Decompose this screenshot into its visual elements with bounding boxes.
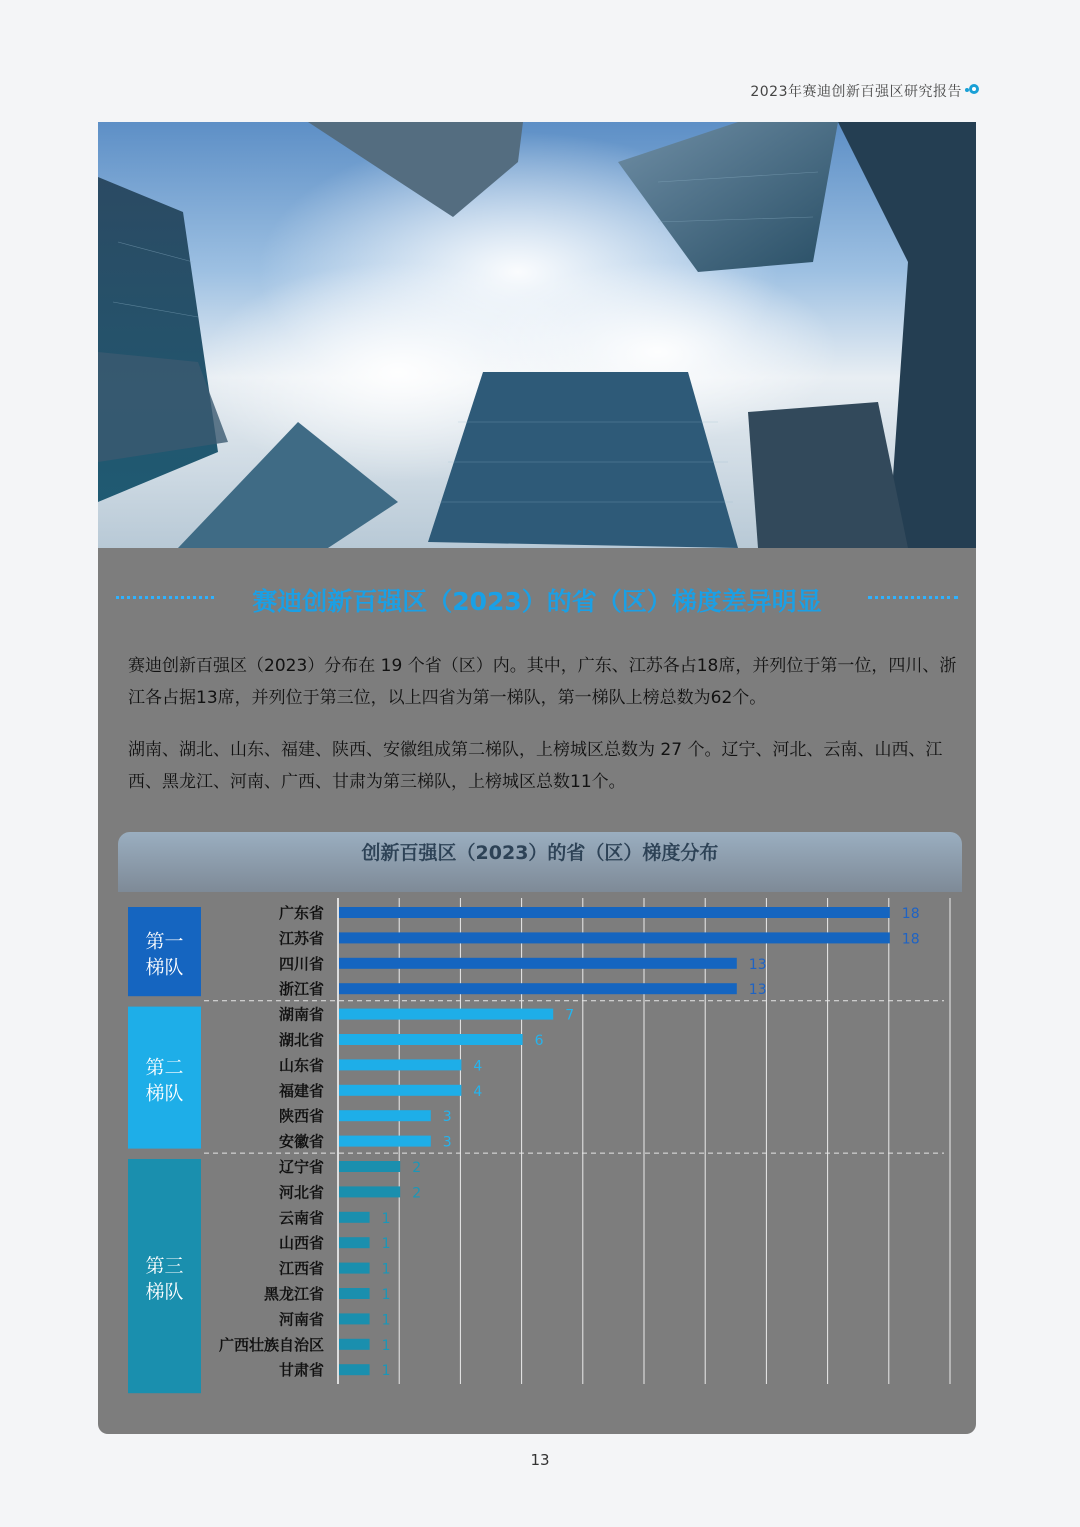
category-label: 河南省 — [278, 1310, 324, 1329]
value-label: 18 — [901, 931, 920, 948]
bar — [339, 1364, 370, 1375]
value-label: 3 — [442, 1109, 452, 1126]
report-header-title: 2023年赛迪创新百强区研究报告 — [750, 84, 962, 100]
bar — [339, 1136, 431, 1147]
value-label: 1 — [381, 1312, 391, 1329]
tier-label-line2: 梯队 — [145, 1082, 184, 1105]
category-label: 陕西省 — [278, 1107, 324, 1126]
bar — [339, 1186, 400, 1197]
paragraph-tier1: 赛迪创新百强区（2023）分布在 19 个省（区）内。其中，广东、江苏各占18席，并列位于第一位，四川、浙江各占据13席，并列位于第三位，以上四省为第一梯队，第一梯队上榜总数为62个。 — [128, 656, 957, 708]
bar — [339, 1110, 431, 1121]
value-label: 1 — [381, 1261, 391, 1278]
tier-label-line2: 梯队 — [145, 1281, 184, 1304]
bar — [339, 1212, 370, 1223]
value-label: 1 — [381, 1236, 391, 1253]
bar — [339, 1339, 370, 1350]
value-label: 1 — [381, 1287, 391, 1303]
bar — [339, 1288, 370, 1299]
bar — [339, 1263, 370, 1274]
section-title: 赛迪创新百强区（2023）的省（区）梯度差异明显 — [252, 587, 822, 616]
category-label: 广东省 — [278, 904, 324, 922]
category-label: 云南省 — [278, 1208, 324, 1227]
tier-distribution-chart — [118, 832, 962, 1420]
category-label: 湖北省 — [278, 1031, 324, 1049]
chart-title: 创新百强区（2023）的省（区）梯度分布 — [361, 842, 719, 864]
value-label: 4 — [473, 1058, 483, 1075]
tier-label-line1: 第三 — [145, 1255, 184, 1278]
value-label: 3 — [442, 1134, 452, 1151]
bar-chart-svg — [118, 832, 962, 1420]
value-label: 2 — [412, 1185, 422, 1202]
value-label: 18 — [901, 906, 920, 922]
content-panel — [98, 548, 976, 1434]
tier-label-line1: 第一 — [145, 930, 184, 953]
tier-label-line2: 梯队 — [145, 956, 184, 979]
category-label: 山西省 — [278, 1234, 324, 1253]
category-label: 江西省 — [278, 1259, 324, 1278]
bar — [339, 907, 890, 918]
category-label: 江苏省 — [278, 929, 324, 948]
value-label: 2 — [412, 1160, 422, 1176]
bar — [339, 983, 737, 994]
paragraph-tier2-3: 湖南、湖北、山东、福建、陕西、安徽组成第二梯队，上榜城区总数为 27 个。辽宁、河北、云南、山西、江西、黑龙江、河南、广西、甘肃为第三梯队，上榜城区总数11个。 — [128, 740, 943, 792]
hero-skyscraper-image — [98, 122, 976, 548]
category-label: 湖南省 — [278, 1005, 324, 1024]
skyscraper-illustration — [98, 122, 976, 548]
bar — [339, 958, 737, 969]
category-label: 浙江省 — [278, 980, 324, 999]
value-label: 13 — [748, 956, 767, 973]
category-label: 黑龙江省 — [263, 1285, 324, 1303]
value-label: 6 — [534, 1033, 544, 1049]
bar — [339, 1034, 523, 1045]
value-label: 1 — [381, 1210, 391, 1227]
value-label: 13 — [748, 982, 767, 999]
bar — [339, 1059, 461, 1070]
bar — [339, 1237, 370, 1248]
category-label: 辽宁省 — [278, 1158, 324, 1176]
bar — [339, 932, 890, 943]
bar — [339, 1161, 400, 1172]
category-label: 四川省 — [278, 954, 324, 973]
category-label: 甘肃省 — [278, 1361, 324, 1380]
category-label: 河北省 — [278, 1183, 324, 1202]
category-label: 福建省 — [278, 1081, 324, 1100]
category-label: 广西壮族自治区 — [218, 1335, 324, 1354]
category-label: 山东省 — [278, 1056, 324, 1075]
bar — [339, 1313, 370, 1324]
value-label: 1 — [381, 1363, 391, 1380]
page-number: 13 — [530, 1451, 550, 1469]
value-label: 1 — [381, 1337, 391, 1354]
bar — [339, 1085, 461, 1096]
bar — [339, 1009, 553, 1020]
value-label: 7 — [565, 1007, 575, 1024]
category-label: 安徽省 — [278, 1132, 324, 1151]
header-dot-icon — [969, 84, 979, 94]
value-label: 4 — [473, 1083, 483, 1100]
tier-label-line1: 第二 — [145, 1056, 184, 1079]
